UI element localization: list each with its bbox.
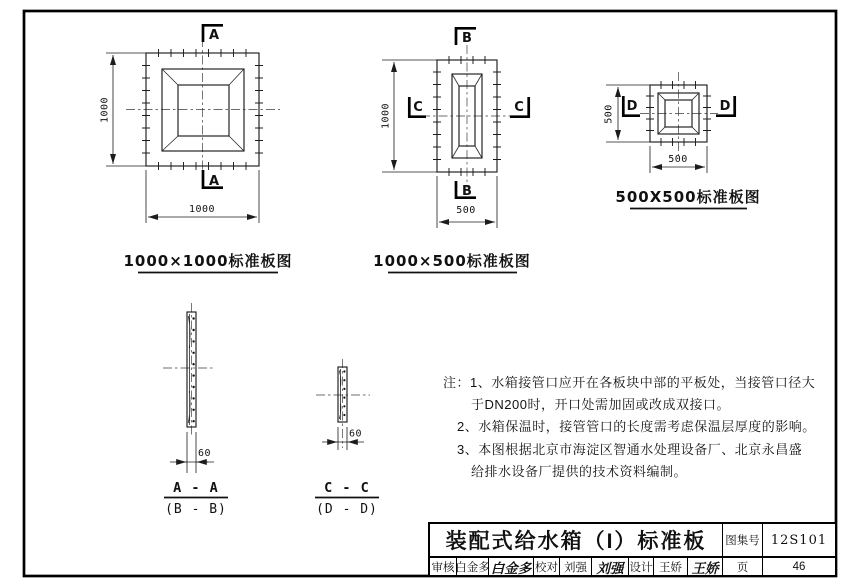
note-line-3: 2、水箱保温时，接管管口的长度需考虑保温层厚度的影响。	[457, 419, 816, 434]
proofreader-name: 刘强	[559, 558, 591, 575]
note-line-1: 注：1、水箱接管口应开在各板块中部的平板处，当接管口径大	[443, 375, 816, 390]
centerlines	[163, 303, 214, 436]
dim-left-value: 1000	[99, 96, 111, 124]
dimension-thickness	[322, 427, 364, 450]
section-marker-top-label: B	[462, 31, 472, 46]
thickness-value: 60	[349, 428, 363, 440]
dimension-thickness	[170, 432, 214, 473]
panel-1000x1000-diagram	[100, 25, 293, 272]
rebar-dots	[343, 370, 345, 416]
section-a-a-view	[163, 303, 228, 517]
centerlines	[126, 38, 280, 182]
atlas-number-label: 图集号	[722, 524, 762, 556]
section-c-c-view	[315, 359, 379, 517]
dim-bottom-value: 500	[456, 205, 476, 216]
proofreader-signature: 刘强	[591, 558, 628, 575]
panel-500x500-diagram	[604, 72, 761, 209]
section-marker-bottom-label: A	[208, 174, 220, 189]
dim-bottom-value: 500	[668, 154, 688, 165]
proofreader-label: 校对	[533, 558, 559, 575]
drawing-title: 装配式给水箱（I）标准板	[445, 530, 707, 553]
page-label: 页	[722, 558, 762, 575]
section-marker-right-label: D	[719, 99, 731, 114]
bevel-diagonals	[162, 69, 244, 151]
diagram-title: 1000×1000标准板图	[123, 252, 293, 270]
thickness-value: 60	[198, 448, 212, 459]
reviewer-name: 白金多	[456, 558, 488, 575]
section-marker-right-label: C	[514, 100, 524, 115]
section-profile-lines	[339, 369, 341, 420]
section-marker-left-label: C	[413, 100, 423, 115]
section-profile-lines	[188, 314, 190, 425]
section-subtitle: (D - D)	[316, 502, 378, 517]
inner-face-outline	[178, 85, 229, 136]
note-line-5: 给排水设备厂提供的技术资料编制。	[471, 464, 688, 479]
panel-1000x500-diagram	[373, 28, 531, 272]
dim-left-value: 1000	[380, 102, 392, 130]
reviewer-signature: 白金多	[488, 558, 533, 575]
section-marker-left-label: D	[626, 99, 638, 114]
dim-bottom-value: 1000	[188, 204, 216, 215]
designer-signature: 王娇	[687, 558, 722, 575]
rebar-dots	[192, 317, 194, 422]
designer-name: 王娇	[653, 558, 687, 575]
reviewer-label: 审核	[431, 561, 455, 574]
section-marker-top-label: A	[208, 28, 220, 43]
page-number: 46	[762, 558, 835, 575]
dim-left-value: 500	[603, 104, 615, 124]
diagram-title: 1000×500标准板图	[373, 252, 531, 270]
section-subtitle: (B - B)	[165, 502, 227, 517]
centerlines	[421, 45, 513, 188]
title-block-row-title	[430, 524, 835, 558]
title-block-row-approvals	[430, 558, 835, 575]
note-line-2: 于DN200时，开口处需加固或改成双接口。	[471, 397, 730, 412]
note-line-4: 3、本图根据北京市海淀区智通水处理设备厂、北京永昌盛	[457, 442, 803, 457]
section-title: C - C	[324, 480, 370, 496]
designer-label: 设计	[628, 558, 653, 575]
atlas-number-value: 12S101	[762, 524, 835, 556]
section-title: A - A	[173, 480, 219, 496]
title-block	[428, 522, 837, 577]
section-marker-bottom-label: B	[462, 184, 472, 199]
diagram-title: 500X500标准板图	[615, 188, 761, 206]
